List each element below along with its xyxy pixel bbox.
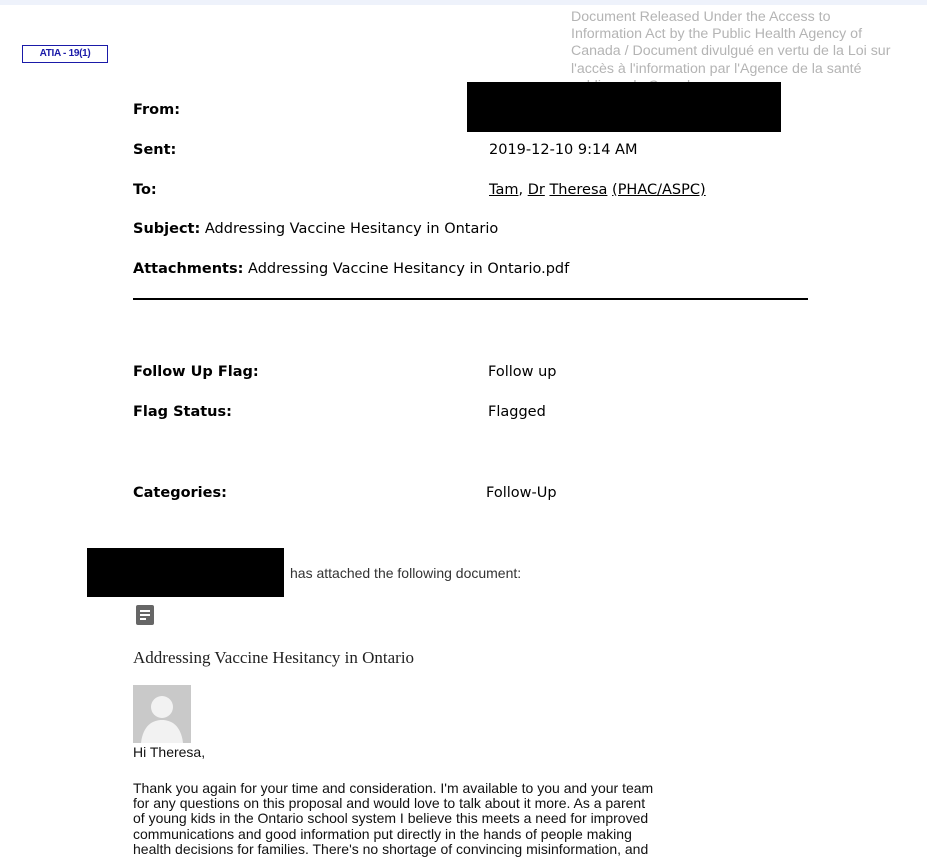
redaction-box-name <box>87 548 284 597</box>
header-divider <box>133 298 808 300</box>
from-label: From: <box>133 102 180 118</box>
attached-notice: has attached the following document: <box>290 565 522 581</box>
redaction-box-sender <box>467 82 781 132</box>
to-name-part[interactable]: Theresa <box>549 182 608 198</box>
categories-value: Follow-Up <box>486 485 557 501</box>
sent-value: 2019-12-10 9:14 AM <box>489 142 638 158</box>
attachments-label: Attachments: <box>133 261 244 277</box>
body-line: for any questions on this proposal and would love to talk about it more. As a parent <box>133 795 646 812</box>
categories-label: Categories: <box>133 485 227 501</box>
to-name-part[interactable]: (PHAC/ASPC) <box>612 182 706 198</box>
to-value[interactable] <box>489 182 706 198</box>
watermark-line: Information Act by the Public Health Agency of <box>571 26 863 43</box>
watermark-line: l'accès à l'information par l'Agence de la santé <box>571 60 862 77</box>
to-label: To: <box>133 182 157 198</box>
flag-status-label: Flag Status: <box>133 404 232 420</box>
watermark-line: Canada / Document divulgué en vertu de la Loi sur <box>571 43 891 60</box>
body-line: communications and good information put directly in the hands of people making <box>133 825 632 842</box>
attachments-value[interactable]: Addressing Vaccine Hesitancy in Ontario.pdf <box>243 261 570 277</box>
to-name-part[interactable]: Tam <box>489 182 519 198</box>
body-line: of young kids in the Ontario school system I believe this meets a need for improved <box>133 810 649 827</box>
watermark-line: Document Released Under the Access to <box>571 9 831 25</box>
message-body <box>133 781 733 857</box>
document-icon[interactable] <box>135 604 155 626</box>
sent-label: Sent: <box>133 142 177 158</box>
flag-status-value: Flagged <box>488 404 546 420</box>
body-line: health decisions for families. There's no shortage of convincing misinformation, and <box>133 840 649 857</box>
atia-stamp: ATIA - 19(1) <box>22 45 108 63</box>
attachments-line <box>133 261 569 277</box>
body-line: Thank you again for your time and consideration. I'm available to you and your team <box>133 780 654 796</box>
user-avatar-icon <box>133 685 191 743</box>
subject-label: Subject: <box>133 221 201 237</box>
follow-up-flag-value: Follow up <box>488 364 557 380</box>
to-name-part[interactable]: Dr <box>527 182 545 198</box>
follow-up-flag-label: Follow Up Flag: <box>133 364 259 380</box>
subject-line <box>133 221 498 237</box>
release-watermark <box>571 9 927 81</box>
subject-value: Addressing Vaccine Hesitancy in Ontario <box>200 221 499 237</box>
greeting: Hi Theresa, <box>133 744 206 760</box>
attached-document-title[interactable]: Addressing Vaccine Hesitancy in Ontario <box>133 648 415 667</box>
to-name-part: , <box>518 182 528 198</box>
